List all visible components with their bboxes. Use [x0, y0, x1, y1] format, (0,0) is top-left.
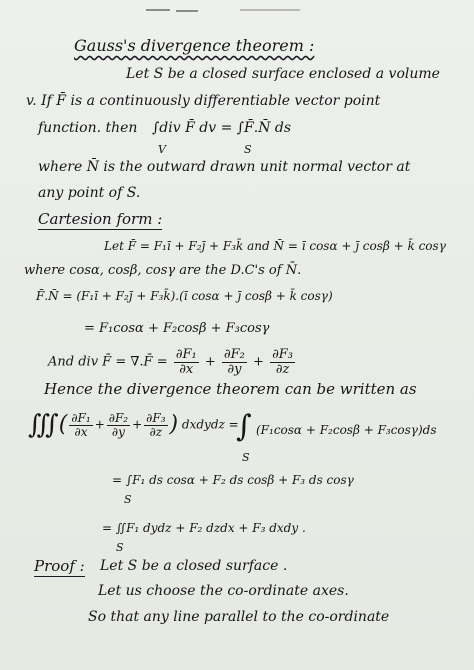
surface-subscript: S	[116, 541, 124, 554]
frac-num: ∂F₃	[146, 411, 166, 425]
statement-line-2: v. If F̄ is a continuously differentiable vector point	[26, 93, 381, 109]
partial-f1-fraction	[69, 412, 92, 438]
frac-num: ∂F₁	[175, 347, 197, 362]
surface-subscript: S	[244, 143, 252, 156]
integral-step-2: = ∫F₁ ds cosα + F₂ ds cosβ + F₃ ds cosγ	[112, 473, 354, 487]
divergence-lhs: And div F̄ = ∇.F̄ =	[48, 354, 168, 370]
surface-subscript: S	[124, 493, 132, 506]
hence-line: Hence the divergence theorem can be written as	[44, 380, 417, 398]
statement-line-5: any point of S.	[38, 185, 141, 201]
frac-num: ∂F₂	[223, 347, 245, 362]
integral-step-3: = ∬F₁ dydz + F₂ dzdx + F₃ dxdy .	[102, 521, 306, 535]
proof-label	[34, 559, 85, 574]
frac-den: ∂z	[149, 424, 163, 439]
dxdydz-term: dxdydz =	[181, 417, 239, 432]
proof-label-text: Proof :	[34, 557, 85, 575]
frac-den: ∂y	[227, 361, 242, 377]
big-paren-open: (	[58, 412, 68, 438]
partial-f3-fraction	[144, 412, 167, 438]
statement-line-4: where N̄ is the outward drawn unit normal vector at	[38, 159, 411, 175]
plus-sign: +	[132, 417, 143, 432]
volume-integral-expression	[28, 410, 239, 441]
divergence-line	[48, 348, 297, 376]
theorem-title	[74, 38, 314, 54]
statement-line-3b: ∫div F̄ dv = ∫F̄.N̄ ds	[152, 120, 292, 136]
statement-line-3a: function. then	[38, 120, 138, 136]
frac-den: ∂y	[111, 424, 125, 439]
partial-f2-fraction	[222, 348, 247, 376]
frac-num: ∂F₃	[272, 347, 294, 362]
cartesian-heading	[38, 212, 162, 227]
partial-f2-fraction	[107, 412, 130, 438]
partial-f1-fraction	[174, 348, 199, 376]
surface-integral-sign: ∫	[236, 409, 252, 444]
cartesian-heading-text: Cartesion form :	[38, 210, 163, 228]
triple-integral-sign: ∭	[28, 410, 59, 441]
plus-sign: +	[204, 354, 216, 370]
plus-sign: +	[94, 417, 105, 432]
theorem-title-text: Gauss's divergence theorem :	[74, 36, 315, 55]
frac-num: ∂F₂	[108, 411, 129, 425]
proof-line-3: So that any line parallel to the co-ordinate	[88, 609, 390, 625]
proof-line-2: Let us choose the co-ordinate axes.	[98, 583, 349, 599]
cartesian-where-line: where cosα, cosβ, cosγ are the D.C's of N̄.	[24, 263, 302, 278]
plus-sign: +	[253, 354, 264, 370]
big-paren-close: )	[169, 412, 179, 438]
dot-product-line: F̄.N̄ = (F₁ī + F₂j̄ + F₃k̄).(ī cosα + j̄ cosβ + k̄ cosγ)	[36, 289, 333, 303]
top-scribble-mark	[176, 10, 198, 12]
cartesian-let-line: Let F̄ = F₁ī + F₂j̄ + F₃k̄ and N̄ = ī cosα + j̄ cosβ + k̄ cosγ	[104, 239, 446, 253]
frac-den: ∂x	[74, 424, 88, 439]
frac-den: ∂x	[179, 361, 194, 377]
top-scribble-mark	[146, 9, 170, 11]
frac-den: ∂z	[275, 361, 290, 377]
surface-subscript: S	[242, 451, 250, 464]
statement-line-1: Let S be a closed surface enclosed a volume	[126, 66, 440, 82]
volume-subscript: V	[158, 143, 166, 156]
proof-line-1: Let S be a closed surface .	[100, 558, 288, 574]
frac-num: ∂F₁	[71, 411, 91, 425]
surface-integral-expression: (F₁cosα + F₂cosβ + F₃cosγ)ds	[256, 423, 437, 437]
partial-f3-fraction	[270, 348, 295, 376]
dot-product-result: = F₁cosα + F₂cosβ + F₃cosγ	[84, 321, 270, 336]
top-scribble-mark	[240, 9, 300, 11]
